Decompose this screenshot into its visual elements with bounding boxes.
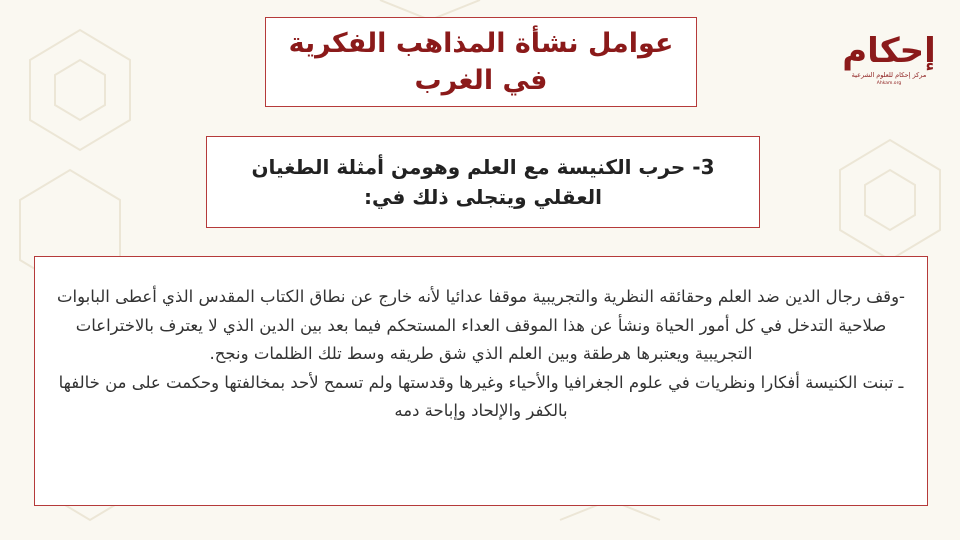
ahkam-logo-mark (842, 26, 936, 71)
body-paragraph-1: -وقف رجال الدين ضد العلم وحقائقه النظرية والتجريبية موقفا عدائيا لأنه خارج عن نطاق الكتاب المقدس الذي أعطى البابوات صلاحية التدخل في كل أمور الحياة ونشأ عن هذا الموقف العداء المستحكم فيما بعد بين الدين الذي لا يعترف بالاختراعات التجريبية ويعتبرها هرطقة وبين العلم الذي شق طريقه وسط تلك الظلمات ونجح. (57, 287, 905, 363)
ahkam-logo (844, 26, 934, 96)
logo-tagline: مركز إحكام للعلوم الشرعية (851, 71, 927, 79)
logo-name: إحكام (842, 31, 936, 71)
logo-small-text: Ahkam.org (876, 81, 902, 86)
slide-title (265, 17, 697, 107)
slide-subtitle-text: 3- حرب الكنيسة مع العلم وهومن أمثلة الطغيان العقلي ويتجلى ذلك في: (251, 155, 715, 209)
slide-subtitle (206, 136, 760, 228)
body-paragraph-2: ـ تبنت الكنيسة أفكارا ونظريات في علوم الجغرافيا والأحياء وغيرها وقدستها ولم تسمح لأحد بمخالفتها وحكمت على من خالفها بالكفر والإلحاد وإباحة دمه (58, 372, 904, 420)
slide-title-text: عوامل نشأة المذاهب الفكرية في الغرب (288, 28, 674, 96)
slide-body (34, 256, 928, 506)
